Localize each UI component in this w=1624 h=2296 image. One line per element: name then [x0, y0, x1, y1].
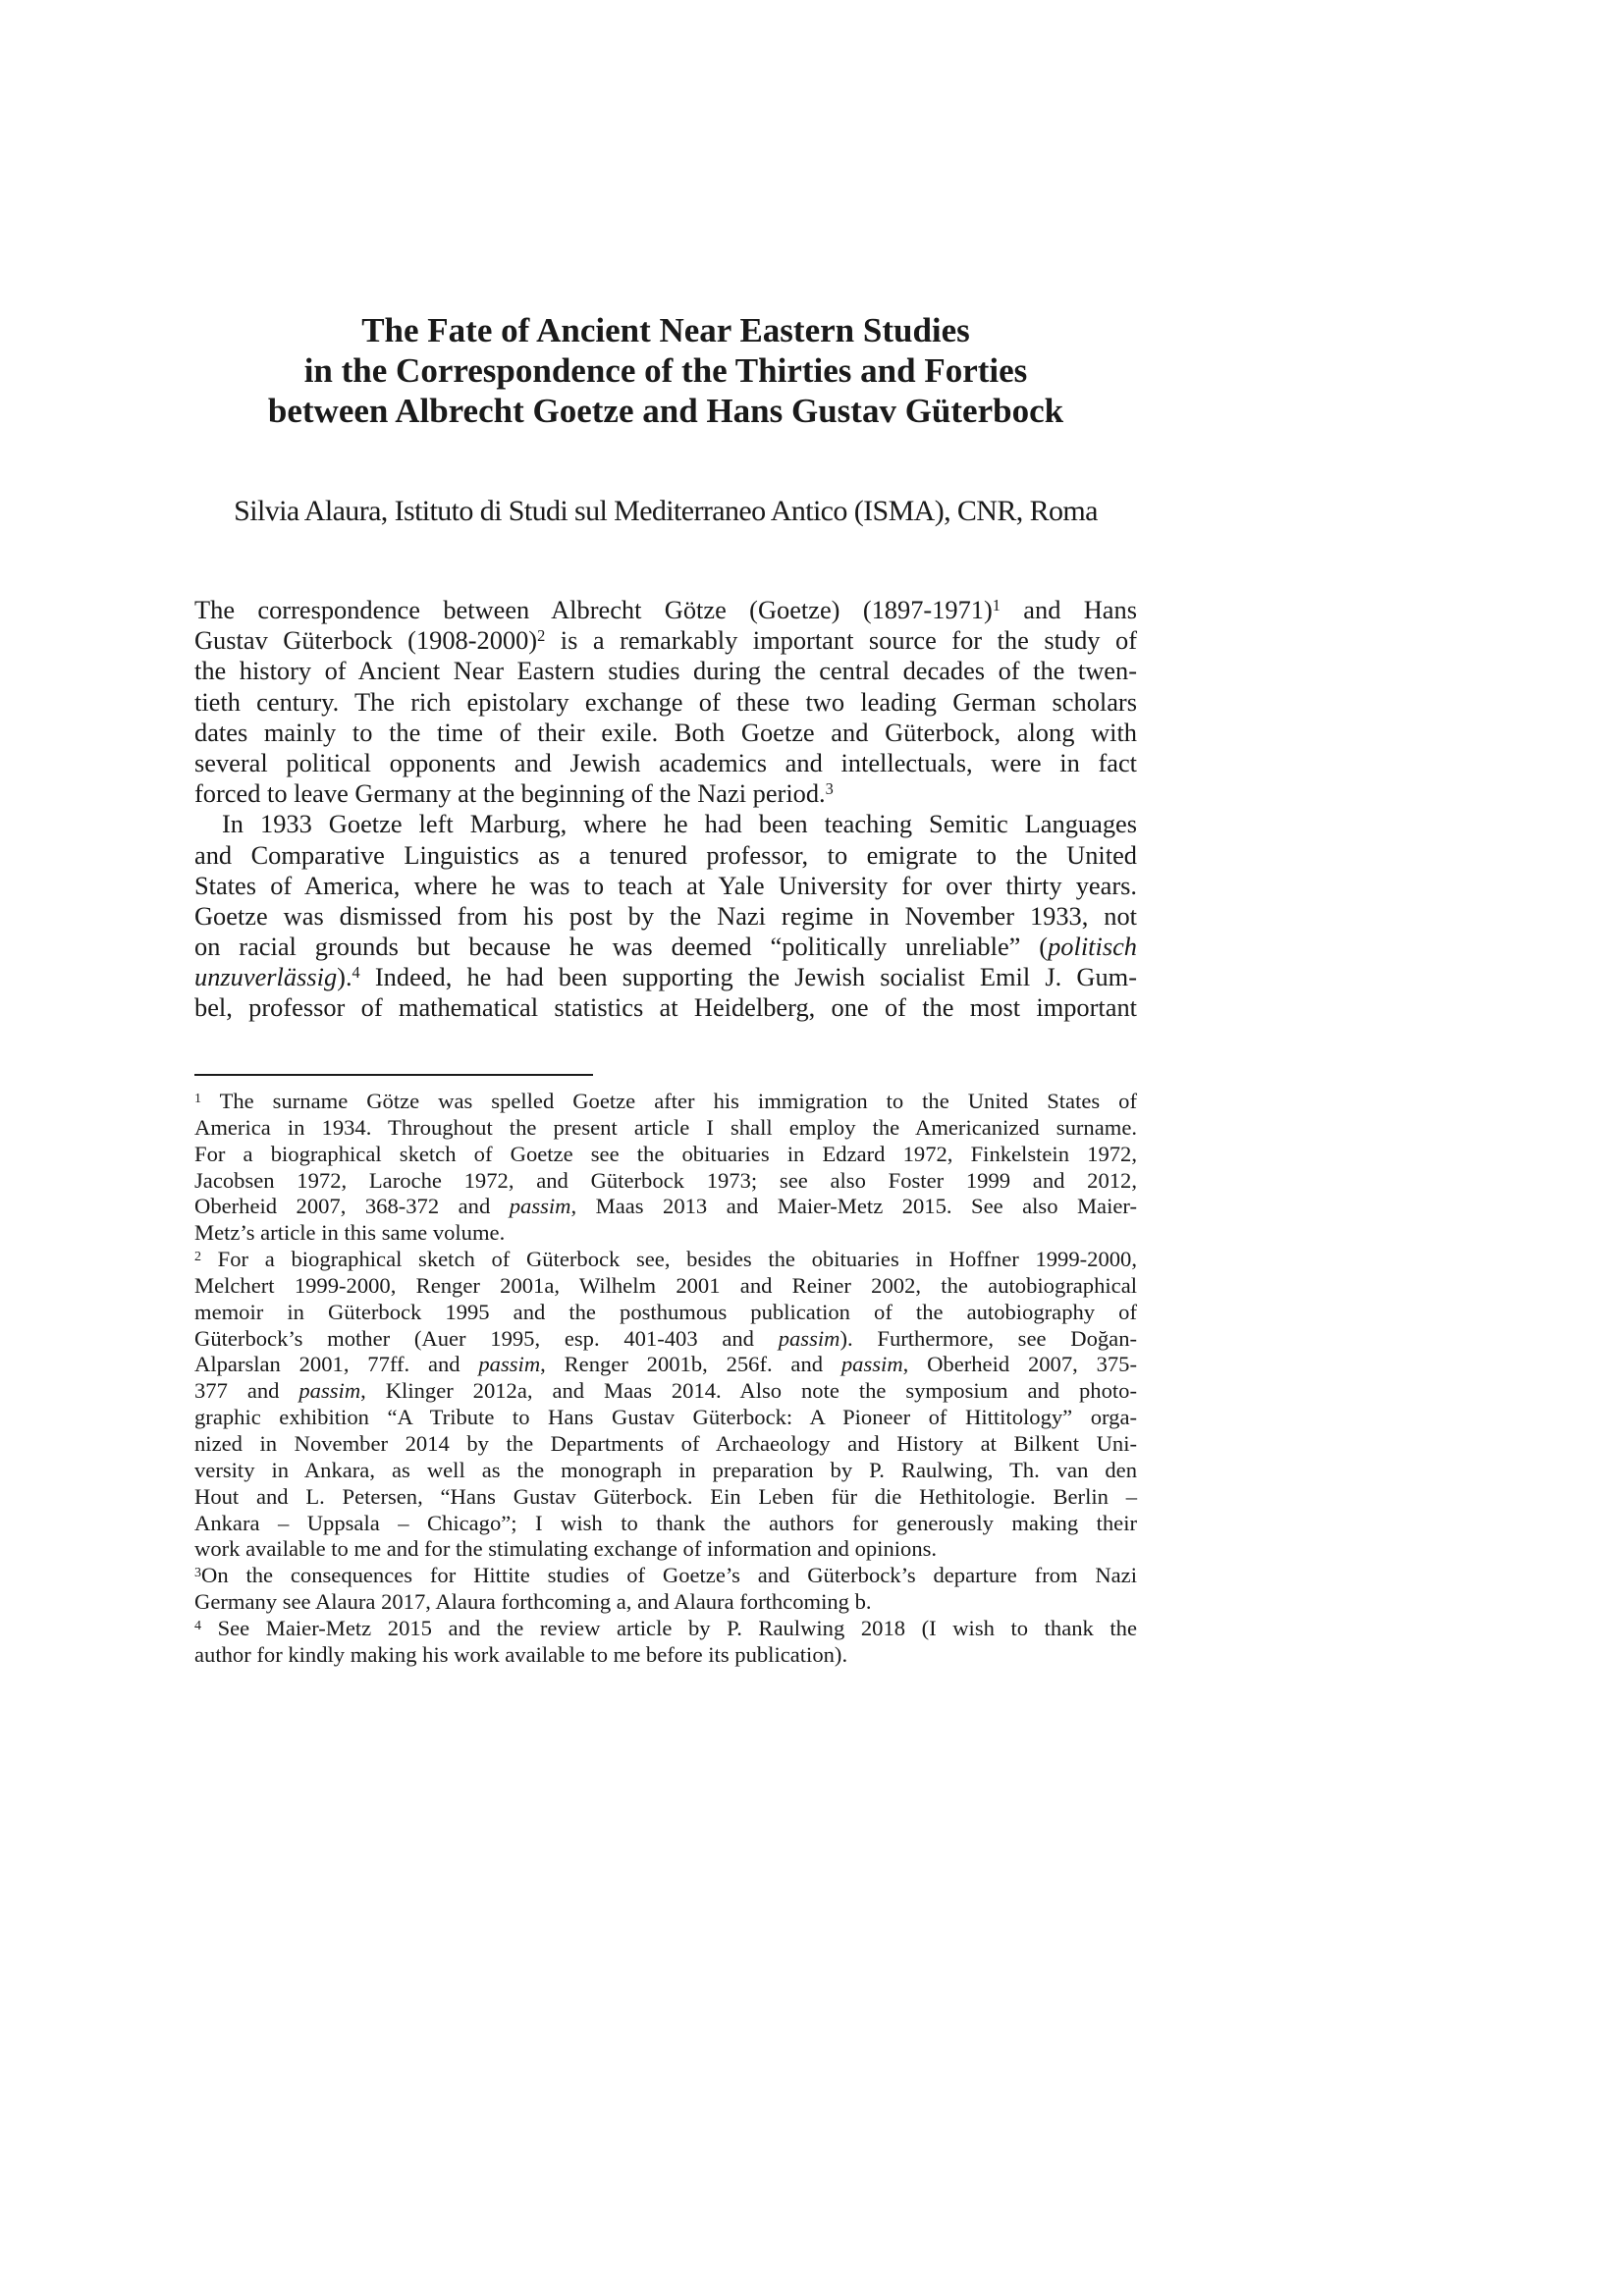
paragraph-1	[194, 595, 1137, 809]
body-line: tieth century. The rich epistolary exchange of these two leading German scholars	[194, 686, 1137, 717]
body-line: forced to leave Germany at the beginning of the Nazi period.$^3$	[194, 778, 834, 809]
footnote-line: Hout and L. Petersen, “Hans Gustav Güterbock. Ein Leben für die Hethitologie. Berlin –	[194, 1483, 1137, 1509]
article-title	[194, 310, 1137, 431]
footnote-line: Jacobsen 1972, Laroche 1972, and Güterbock 1973; see also Foster 1999 and 2012,	[194, 1167, 1137, 1193]
body-line: Gustav Güterbock (1908-2000)$^2$ is a remarkably important source for the study of	[194, 625, 1137, 656]
footnote-number: 4	[194, 1618, 201, 1633]
body-line: several political opponents and Jewish academics and intellectuals, were in fact	[194, 747, 1137, 777]
title-line: The Fate of Ancient Near Eastern Studies	[361, 311, 970, 349]
footnote-line: $^2$ For a biographical sketch of Güterbock see, besides the obituaries in Hoffner 1999-2000,	[194, 1247, 1137, 1272]
footnote-line: Metz’s article in this same volume.	[194, 1220, 506, 1246]
body-line: and Comparative Linguistics as a tenured professor, to emigrate to the United	[194, 839, 1137, 870]
footnote-line: America in 1934. Throughout the present article I shall employ the Americanized surname.	[194, 1114, 1137, 1140]
footnote-line: Ankara – Uppsala – Chicago”; I wish to thank the authors for generously making their	[194, 1510, 1137, 1535]
footnote-line: Güterbock’s mother (Auer 1995, esp. 401-403 and passim). Furthermore, see Doğan-	[194, 1325, 1138, 1351]
body-line: In 1933 Goetze left Marburg, where he had been teaching Semitic Languages	[222, 809, 1137, 839]
footnote-line: author for kindly making his work available to me before its publication).	[194, 1641, 848, 1667]
author-affiliation: Silvia Alaura, Istituto di Studi sul Mediterraneo Antico (ISMA), CNR, Roma	[234, 495, 1098, 527]
footnote-number: 2	[194, 1249, 201, 1264]
paragraph-2	[194, 809, 1137, 1023]
footnote-number: 3	[194, 1565, 201, 1580]
footnotes	[194, 1089, 1137, 1669]
body-line: States of America, where he was to teach at Yale University for over thirty years.	[194, 870, 1137, 900]
footnote-1	[194, 1089, 1137, 1247]
footnote-line: $^3$On the consequences for Hittite studies of Goetze’s and Güterbock’s departure from Nazi	[194, 1563, 1137, 1588]
article-body	[194, 595, 1137, 1024]
body-line: the history of Ancient Near Eastern studies during the central decades of the twen-	[194, 656, 1137, 686]
body-line: Goetze was dismissed from his post by the Nazi regime in November 1933, not	[194, 900, 1137, 931]
footnote-line: $^1$ The surname Götze was spelled Goetze after his immigration to the United States of	[194, 1089, 1137, 1113]
footnote-line: Oberheid 2007, 368-372 and passim, Maas 2013 and Maier-Metz 2015. See also Maier-	[194, 1194, 1137, 1219]
footnote-3	[194, 1563, 1137, 1616]
footnote-line: graphic exhibition “A Tribute to Hans Gustav Güterbock: A Pioneer of Hittitology” orga-	[194, 1405, 1137, 1430]
footnote-line: $^4$ See Maier-Metz 2015 and the review article by P. Raulwing 2018 (I wish to thank the	[194, 1615, 1137, 1640]
footnote-separator	[194, 1074, 593, 1076]
footnote-ref: 3	[825, 778, 834, 798]
footnote-4	[194, 1616, 1137, 1669]
body-line: unzuverlässig).$^4$ Indeed, he had been supporting the Jewish socialist Emil J. Gum-	[194, 962, 1137, 992]
body-line: dates mainly to the time of their exile. Both Goetze and Güterbock, along with	[194, 717, 1137, 747]
title-line: between Albrecht Goetze and Hans Gustav Güterbock	[267, 392, 1064, 430]
footnote-ref: 1	[992, 595, 1001, 614]
footnote-line: 377 and passim, Klinger 2012a, and Maas 2014. Also note the symposium and photo-	[194, 1378, 1138, 1404]
footnote-line: Melchert 1999-2000, Renger 2001a, Wilhelm 2001 and Reiner 2002, the autobiographical	[194, 1272, 1137, 1298]
footnote-number: 1	[194, 1091, 201, 1106]
footnote-ref: 2	[537, 626, 546, 646]
footnote-line: Germany see Alaura 2017, Alaura forthcoming a, and Alaura forthcoming b.	[194, 1589, 872, 1615]
footnote-line: work available to me and for the stimulating exchange of information and opinions.	[194, 1536, 938, 1562]
footnote-line: versity in Ankara, as well as the monograph in preparation by P. Raulwing, Th. van den	[194, 1457, 1137, 1482]
title-line: in the Correspondence of the Thirties and Forties	[303, 351, 1028, 390]
footnote-line: nized in November 2014 by the Departments of Archaeology and History at Bilkent Uni-	[194, 1430, 1137, 1456]
body-line: The correspondence between Albrecht Götze (Goetze) (1897-1971)$^1$ and Hans	[194, 595, 1137, 624]
footnote-line: Alparslan 2001, 77ff. and passim, Renger 2001b, 256f. and passim, Oberheid 2007, 375-	[194, 1352, 1137, 1377]
footnote-line: For a biographical sketch of Goetze see the obituaries in Edzard 1972, Finkelstein 1972,	[194, 1141, 1137, 1166]
footnote-2	[194, 1247, 1137, 1563]
body-line: on racial grounds but because he was deemed “politically unreliable” (politisch	[194, 932, 1137, 962]
body-line: bel, professor of mathematical statistics at Heidelberg, one of the most important	[194, 992, 1137, 1023]
footnote-ref: 4	[352, 963, 360, 983]
footnote-line: memoir in Güterbock 1995 and the posthumous publication of the autobiography of	[194, 1299, 1137, 1324]
